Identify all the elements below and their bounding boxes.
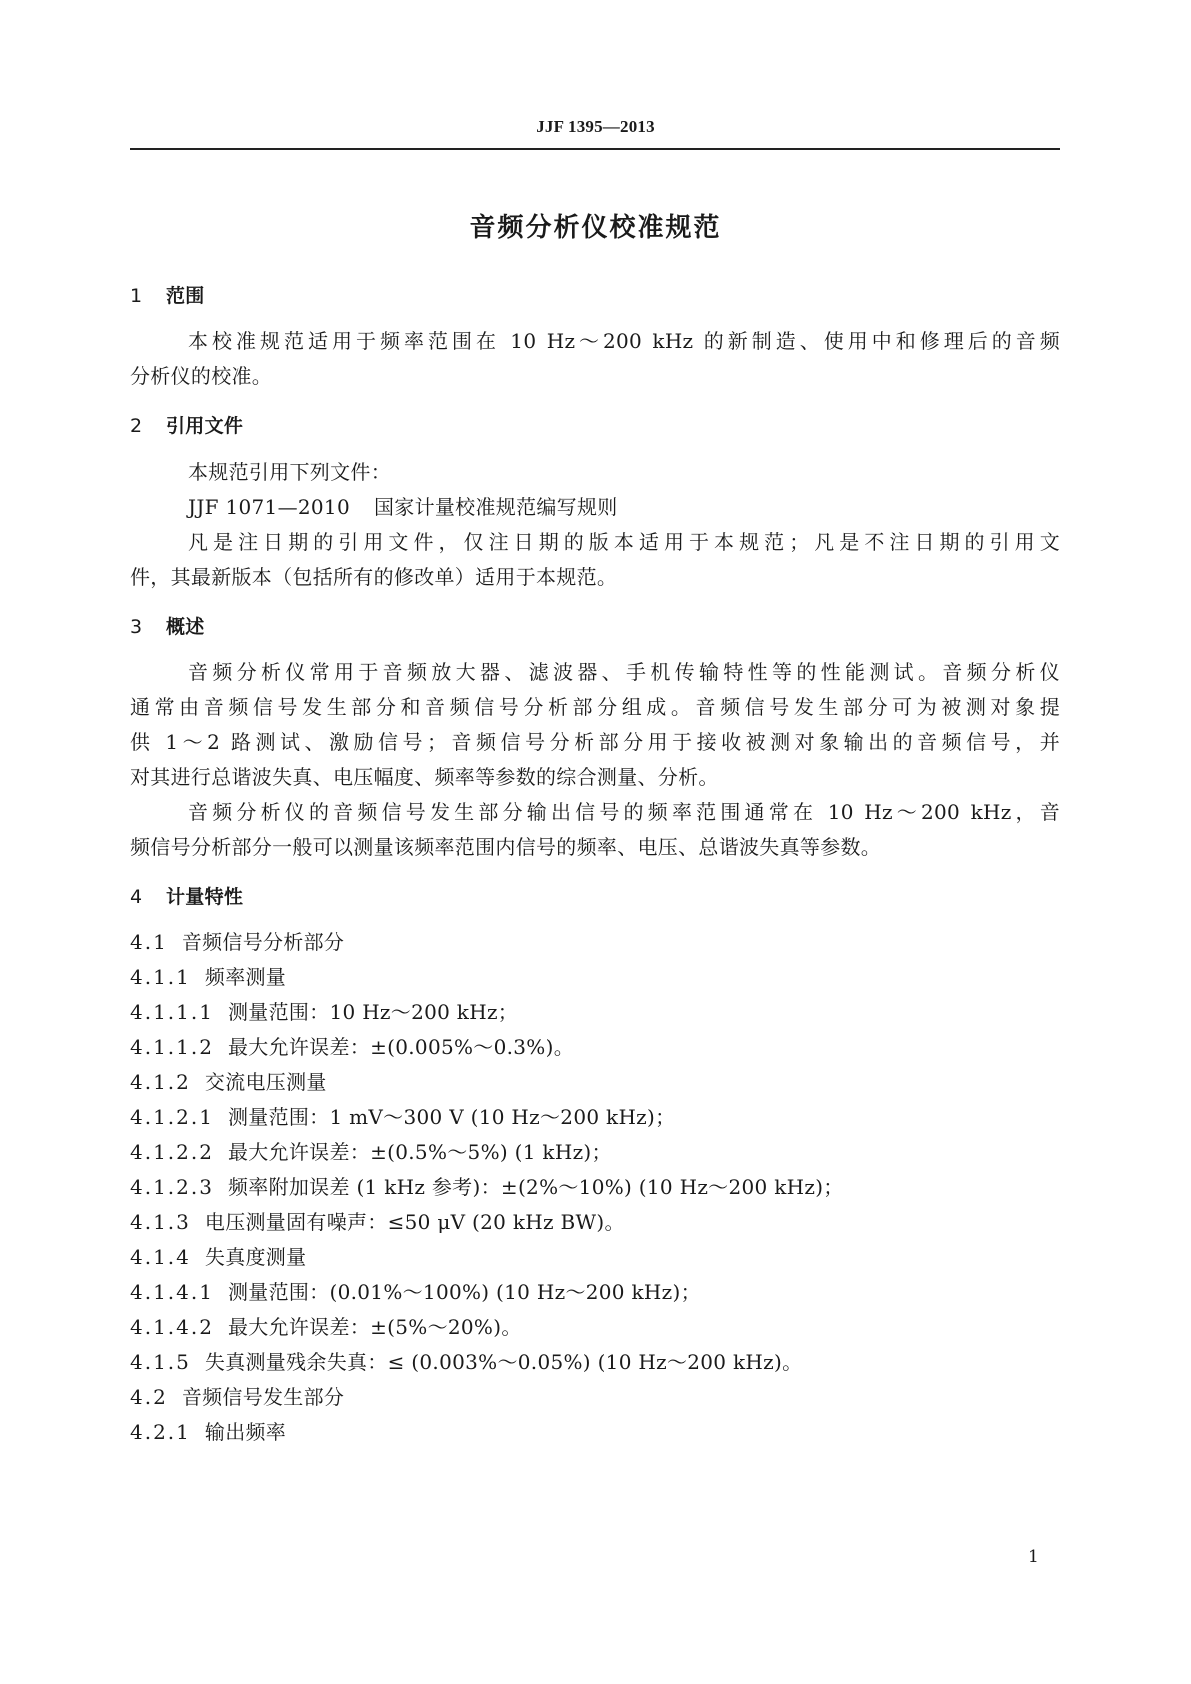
clause bbox=[130, 1138, 612, 1166]
clause bbox=[130, 1068, 327, 1096]
clause-text: 频率测量 bbox=[204, 965, 287, 989]
clause-number: 4.1.2 bbox=[130, 1070, 191, 1094]
clause-text: 音频信号分析部分 bbox=[181, 930, 345, 954]
section-3-paragraph-line: 音频分析仪的音频信号发生部分输出信号的频率范围通常在 10 Hz～200 kHz，音 bbox=[188, 800, 1060, 824]
clause-number: 4.1.5 bbox=[130, 1350, 191, 1374]
section-3-paragraph-line: 音频分析仪常用于音频放大器、滤波器、手机传输特性等的性能测试。音频分析仪 bbox=[188, 660, 1060, 684]
clause-number: 4.1.4.1 bbox=[130, 1280, 214, 1304]
clause-text: 最大允许误差：±(0.005%～0.3%)。 bbox=[227, 1035, 575, 1059]
clause bbox=[130, 1278, 701, 1306]
clause-text: 输出频率 bbox=[204, 1420, 287, 1444]
clause-number: 4.1.2.2 bbox=[130, 1140, 214, 1164]
section-3-paragraph-line: 供 1～2 路测试、激励信号；音频信号分析部分用于接收被测对象输出的音频信号，并 bbox=[130, 730, 1060, 754]
section-2-intro: 本规范引用下列文件： bbox=[188, 460, 391, 484]
clause-text: 测量范围：(0.01%～100%) (10 Hz～200 kHz)； bbox=[227, 1280, 701, 1304]
section-4-heading bbox=[130, 883, 243, 911]
section-number: 4 bbox=[130, 886, 143, 908]
section-2-note-line: 件，其最新版本（包括所有的修改单）适用于本规范。 bbox=[130, 565, 618, 589]
clause bbox=[130, 998, 518, 1026]
clause-number: 4.1.2.3 bbox=[130, 1175, 214, 1199]
clause bbox=[130, 1173, 844, 1201]
clause-text: 失真测量残余失真：≤ (0.003%～0.05%) (10 Hz～200 kHz)。 bbox=[204, 1350, 803, 1374]
clause-text: 音频信号发生部分 bbox=[181, 1385, 345, 1409]
clause-number: 4.1.1.2 bbox=[130, 1035, 214, 1059]
header-rule bbox=[130, 148, 1060, 150]
clause-text: 最大允许误差：±(5%～20%)。 bbox=[227, 1315, 522, 1339]
clause-text: 电压测量固有噪声：≤50 μV (20 kHz BW)。 bbox=[204, 1210, 625, 1234]
reference-title: 国家计量校准规范编写规则 bbox=[373, 495, 618, 519]
clause bbox=[130, 1383, 344, 1411]
page-number: 1 bbox=[1028, 1547, 1039, 1567]
clause-number: 4.1.3 bbox=[130, 1210, 191, 1234]
reference-code: JJF 1071—2010 bbox=[188, 495, 350, 519]
clause-number: 4.1.2.1 bbox=[130, 1105, 214, 1129]
section-1-heading bbox=[130, 282, 205, 310]
document-title: 音频分析仪校准规范 bbox=[469, 213, 722, 243]
normative-reference bbox=[188, 493, 618, 521]
section-3-paragraph-line: 频信号分析部分一般可以测量该频率范围内信号的频率、电压、总谐波失真等参数。 bbox=[130, 835, 882, 859]
clause-text: 测量范围：1 mV～300 V (10 Hz～200 kHz)； bbox=[227, 1105, 676, 1129]
section-2-note-line: 凡是注日期的引用文件，仅注日期的版本适用于本规范；凡是不注日期的引用文 bbox=[188, 530, 1060, 554]
clause-number: 4.2.1 bbox=[130, 1420, 191, 1444]
section-number: 1 bbox=[130, 285, 143, 307]
clause bbox=[130, 1418, 286, 1446]
clause bbox=[130, 1243, 306, 1271]
clause-text: 交流电压测量 bbox=[204, 1070, 327, 1094]
clause-number: 4.1.1 bbox=[130, 965, 191, 989]
section-title: 范围 bbox=[166, 285, 205, 307]
clause-number: 4.1 bbox=[130, 930, 168, 954]
section-1-paragraph-line: 本校准规范适用于频率范围在 10 Hz～200 kHz 的新制造、使用中和修理后的音频 bbox=[188, 329, 1060, 353]
clause-number: 4.1.4 bbox=[130, 1245, 191, 1269]
section-title: 引用文件 bbox=[166, 415, 244, 437]
clause-text: 最大允许误差：±(0.5%～5%) (1 kHz)； bbox=[227, 1140, 612, 1164]
clause bbox=[130, 928, 344, 956]
clause-number: 4.1.4.2 bbox=[130, 1315, 214, 1339]
section-3-paragraph-line: 通常由音频信号发生部分和音频信号分析部分组成。音频信号发生部分可为被测对象提 bbox=[130, 695, 1060, 719]
section-2-heading bbox=[130, 412, 243, 440]
section-title: 概述 bbox=[166, 616, 205, 638]
section-1-paragraph-line: 分析仪的校准。 bbox=[130, 364, 273, 388]
clause-text: 测量范围：10 Hz～200 kHz； bbox=[227, 1000, 519, 1024]
section-number: 3 bbox=[130, 616, 143, 638]
section-title: 计量特性 bbox=[166, 886, 244, 908]
section-3-heading bbox=[130, 613, 205, 641]
clause bbox=[130, 1033, 574, 1061]
page-header: JJF 1395—2013 bbox=[536, 117, 655, 136]
clause bbox=[130, 963, 286, 991]
section-3-paragraph-line: 对其进行总谐波失真、电压幅度、频率等参数的综合测量、分析。 bbox=[130, 765, 719, 789]
clause-number: 4.2 bbox=[130, 1385, 168, 1409]
clause-text: 失真度测量 bbox=[204, 1245, 307, 1269]
clause-text: 频率附加误差 (1 kHz 参考)：±(2%～10%) (10 Hz～200 kHz)； bbox=[227, 1175, 844, 1199]
section-number: 2 bbox=[130, 415, 143, 437]
clause bbox=[130, 1103, 675, 1131]
clause-number: 4.1.1.1 bbox=[130, 1000, 214, 1024]
clause bbox=[130, 1208, 625, 1236]
clause bbox=[130, 1348, 802, 1376]
clause bbox=[130, 1313, 522, 1341]
